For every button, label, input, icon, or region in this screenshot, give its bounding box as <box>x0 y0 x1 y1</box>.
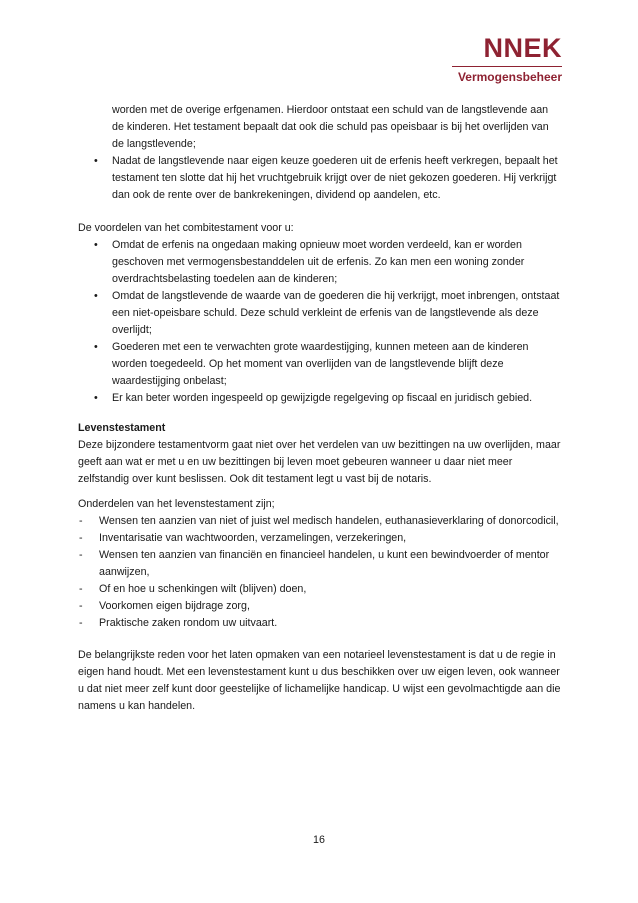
list-item: • Omdat de erfenis na ongedaan making opnieuw moet worden verdeeld, kan er worden geschoven met vermogensbestanddelen uit de erfenis. Zo kan men een woning zonder overdrachtsbelasting toedelen aan de kinderen; <box>78 237 562 288</box>
logo-divider <box>452 66 562 67</box>
section-body: Deze bijzondere testamentvorm gaat niet over het verdelen van uw bezittingen na uw overlijden, maar geeft aan wat er met u en uw bezittingen bij leven moet gebeuren wanneer u daar niet meer zelfstandig over kunt beslissen. Ook dit testament legt u vast bij de notaris. <box>78 439 561 485</box>
list-item: - Voorkomen eigen bijdrage zorg, <box>78 598 562 615</box>
list-item: - Praktische zaken rondom uw uitvaart. <box>78 615 562 632</box>
advantages-intro: De voordelen van het combitestament voor u: <box>78 222 294 234</box>
list-item: - Of en hoe u schenkingen wilt (blijven) doen, <box>78 581 562 598</box>
company-logo <box>452 34 562 84</box>
page-number: 16 <box>313 834 325 846</box>
list-item: • Goederen met een te verwachten grote waardestijging, kunnen meteen aan de kinderen worden toegedeeld. Op het moment van overlijden van de langstlevende blijft deze waardestijging onbelast; <box>78 339 562 390</box>
bullet-list-top <box>78 153 562 204</box>
list-item: - Wensen ten aanzien van niet of juist wel medisch handelen, euthanasieverklaring of donorcodicil, <box>78 513 562 530</box>
continuation-paragraph: worden met de overige erfgenamen. Hierdoor ontstaat een schuld van de langstlevende aan de kinderen. Het testament bepaalt dat ook die schuld pas opeisbaar is bij het overlijden van de langstlevende; <box>112 104 549 150</box>
list-item: - Wensen ten aanzien van financiën en financieel handelen, u kunt een bewindvoerder of mentor aanwijzen, <box>78 547 562 581</box>
logo-subtitle: Vermogensbeheer <box>457 70 562 84</box>
list-item: • Nadat de langstlevende naar eigen keuze goederen uit de erfenis heeft verkregen, bepaalt het testament ten slotte dat hij het vruchtgebruik krijgt over de niet gekozen goederen. Hij verkrijgt dan ook de rente over de bankrekeningen, dividend op aandelen, etc. <box>78 153 562 204</box>
closing-paragraph: De belangrijkste reden voor het laten opmaken van een notarieel levenstestament is dat u de regie in eigen hand houdt. Met een levenstestament kunt u dus beschikken over uw eigen leven, ook wanneer u dat niet meer zelf kunt door geestelijke of lichamelijke handicap. U wijst een gevolmachtigde aan die namens u kan handelen. <box>78 649 561 712</box>
list-item: - Inventarisatie van wachtwoorden, verzamelingen, verzekeringen, <box>78 530 562 547</box>
list-item: • Er kan beter worden ingespeeld op gewijzigde regelgeving op fiscaal en juridisch gebied. <box>78 390 562 407</box>
advantages-list <box>78 237 562 407</box>
parts-list <box>78 513 562 632</box>
logo-name: NNEK <box>483 33 562 63</box>
parts-intro: Onderdelen van het levenstestament zijn; <box>78 498 275 510</box>
section-heading: Levenstestament <box>78 422 166 434</box>
page-content <box>78 102 562 715</box>
list-item: • Omdat de langstlevende de waarde van de goederen die hij verkrijgt, moet inbrengen, ontstaat een niet-opeisbare schuld. Deze schuld verkleint de erfenis van de langstlevende als deze overlijdt; <box>78 288 562 339</box>
